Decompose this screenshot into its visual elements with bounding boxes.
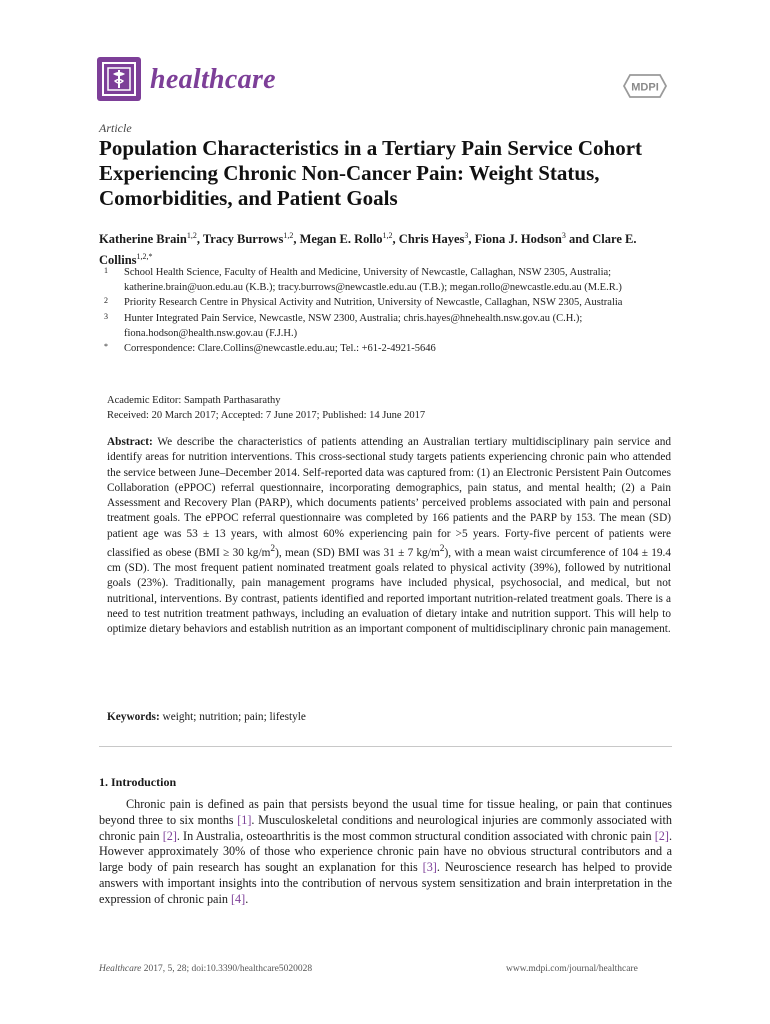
- affiliation-list: [104, 265, 684, 356]
- mdpi-logo: [618, 70, 672, 102]
- abstract-label: Abstract:: [107, 436, 153, 448]
- author-list: [99, 227, 679, 269]
- footer-journal: Healthcare: [99, 964, 142, 974]
- author-separator: ,: [293, 232, 300, 247]
- body-text: . In Australia, osteoarthritis is the most common structural condition associated with chronic pain: [176, 828, 655, 843]
- body-text: . Musculoskeletal conditions and neurological injuries are commonly associated with chronic pain: [99, 812, 673, 843]
- article-type: Article: [99, 121, 132, 135]
- abstract-text: We describe the characteristics of patients attending an Australian tertiary multidisciplinary pain service and identify areas for nutrition interventions. This cross-sectional study targets patients experiencing chronic pain who attended the service between June–December 2014. Self-reported data was captured from: (1) an Electronic Persistent Pain Outcomes Collaboration (ePPOC) referral questionnaire, incorporating demographics, pain status, and mental health; (2) a Pain Assessment and Recovery Plan (PARP), which documents patients’ perceived problems associated with pain and personal treatment goals. The ePPOC referral questionnaire was completed by 166 patients and the PARP by 153. The mean (SD) patient age was 53 ± 13 years, with almost 60% experiencing pain for >5 years. Forty-five percent of patients were classified as obese (BMI ≥ 30 kg/m: [107, 436, 672, 559]
- author-separator: and: [565, 232, 593, 247]
- publication-dates: Received: 20 March 2017; Accepted: 7 June 2017; Published: 14 June 2017: [107, 410, 426, 421]
- affiliation-text: Hunter Integrated Pain Service, Newcastle, NSW 2300, Australia; chris.hayes@hnehealth.nsw.gov.au (C.H.); fiona.hodson@health.nsw.gov.au (F.J.H.): [124, 312, 583, 339]
- abstract-text: ), with a mean waist circumference of 104 ± 19.4 cm (SD). The most frequent patient nominated treatment goals related to physical activity (39%), followed by nutritional goals (23%). Traditionally, pain management programs have included physical, psychosocial, and medical, but not nutritional, interventions. By contrast, patients identified and reported important nutrition-related treatment goals. There is a need to test nutrition treatment pathways, including an evaluation of dietary intake and nutrition support. This will help to optimize dietary behaviors and establish nutrition as an important component of multidisciplinary chronic pain management.: [107, 546, 672, 636]
- affiliation-item: [104, 265, 684, 295]
- author-name: Clare E. Collins: [99, 232, 637, 268]
- citation-link[interactable]: [1]: [237, 812, 252, 827]
- affiliation-item: [104, 311, 684, 341]
- keywords-label: Keywords:: [107, 711, 160, 723]
- affiliation-item: [104, 295, 684, 310]
- footer-url[interactable]: www.mdpi.com/journal/healthcare: [506, 964, 638, 974]
- mdpi-logo-text: MDPI: [631, 81, 659, 94]
- author-separator: ,: [196, 232, 203, 247]
- introduction-paragraph: [99, 797, 672, 908]
- paper-title: Population Characteristics in a Tertiary Pain Service Cohort Experiencing Chronic Non-Cancer Pain: Weight Status, Comorbidities, and Patient Goals: [99, 136, 643, 210]
- citation-link[interactable]: [2]: [162, 828, 177, 843]
- affiliation-item: [104, 341, 684, 356]
- journal-name: healthcare: [150, 64, 276, 95]
- affiliation-mark: *: [104, 342, 108, 352]
- author-affiliation-mark: 1,2: [186, 231, 197, 240]
- footer-doi: 2017, 5, 28; doi:10.3390/healthcare5020028: [143, 964, 313, 974]
- author-name: Megan E. Rollo: [299, 232, 383, 247]
- body-text: . Neuroscience research has helped to provide answers with important insights into the contribution of nervous system sensitization and brain interpretation in the expression of chronic pain: [99, 860, 672, 906]
- affiliation-text: Correspondence: Clare.Collins@newcastle.edu.au; Tel.: +61-2-4921-5646: [124, 343, 436, 355]
- abstract-sup: 2: [270, 544, 276, 555]
- affiliation-text: Priority Research Centre in Physical Activity and Nutrition, University of Newcastle, Callaghan, NSW 2305, Australia: [124, 297, 623, 309]
- affiliation-text: School Health Science, Faculty of Health and Medicine, University of Newcastle, Callaghan, NSW 2305, Australia; katherine.brain@uon.edu.au (K.B.); tracy.burrows@newcastle.edu.au (T.B.); megan.rollo@newcastle.edu.au (M.E.R.): [124, 267, 622, 294]
- author-name: Tracy Burrows: [202, 232, 284, 247]
- author-affiliation-mark: 1,2: [283, 231, 294, 240]
- citation-link[interactable]: [3]: [422, 860, 437, 875]
- abstract: [107, 435, 671, 638]
- author-affiliation-mark: 3: [464, 231, 469, 240]
- publication-info: [107, 393, 425, 423]
- keywords: [107, 711, 306, 723]
- journal-logo-icon: [97, 57, 141, 101]
- citation-link[interactable]: [4]: [231, 891, 246, 906]
- abstract-sup: 2: [439, 544, 445, 555]
- affiliation-mark: 1: [104, 266, 108, 275]
- citation-link[interactable]: [2]: [654, 828, 669, 843]
- author-separator: ,: [392, 232, 399, 247]
- footer-citation: [99, 964, 312, 974]
- abstract-text: ), mean (SD) BMI was 31 ± 7 kg/m: [275, 546, 440, 559]
- keywords-text: weight; nutrition; pain; lifestyle: [162, 711, 306, 723]
- affiliation-mark: 3: [104, 311, 108, 321]
- author-affiliation-mark: 1,2,*: [136, 252, 153, 262]
- body-text: . However approximately 30% of those who experience chronic pain have no obvious structural contributors and a large body of pain research has sought an explanation for this: [99, 828, 672, 875]
- section-heading: 1. Introduction: [99, 775, 177, 789]
- body-text: Chronic pain is defined as pain that persists beyond the usual time for tissue healing, or pain that continues beyond three to six months: [99, 797, 672, 827]
- author-separator: ,: [468, 232, 475, 247]
- author-name: Chris Hayes: [398, 232, 465, 247]
- section-divider: [99, 746, 672, 747]
- affiliation-mark: 2: [104, 296, 108, 306]
- body-text: .: [245, 891, 249, 906]
- academic-editor: Academic Editor: Sampath Parthasarathy: [107, 395, 281, 406]
- author-name: Katherine Brain: [99, 232, 187, 247]
- author-name: Fiona J. Hodson: [474, 232, 562, 247]
- author-affiliation-mark: 1,2: [382, 231, 393, 240]
- author-affiliation-mark: 3: [561, 231, 566, 240]
